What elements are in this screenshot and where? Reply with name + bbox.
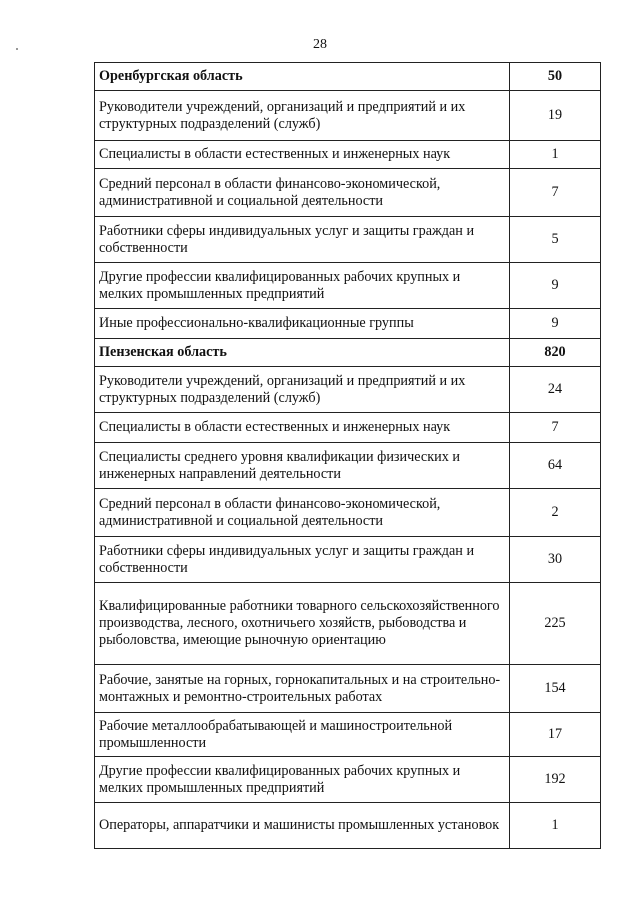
table-row bbox=[95, 537, 601, 583]
occupation-name: Специалисты в области естественных и инженерных наук bbox=[95, 141, 510, 169]
table-row bbox=[95, 169, 601, 217]
table-row bbox=[95, 713, 601, 757]
table-row bbox=[95, 217, 601, 263]
occupation-count: 64 bbox=[510, 443, 601, 489]
occupation-count: 192 bbox=[510, 757, 601, 803]
table-row bbox=[95, 91, 601, 141]
table-row bbox=[95, 309, 601, 339]
table-row bbox=[95, 413, 601, 443]
page-number: 28 bbox=[313, 37, 327, 52]
occupation-count: 17 bbox=[510, 713, 601, 757]
occupation-count: 19 bbox=[510, 91, 601, 141]
table-row bbox=[95, 367, 601, 413]
occupation-name: Руководители учреждений, организаций и предприятий и их структурных подразделений (служб) bbox=[95, 367, 510, 413]
occupation-name: Другие профессии квалифицированных рабочих крупных и мелких промышленных предприятий bbox=[95, 757, 510, 803]
occupation-name: Рабочие, занятые на горных, горнокапитальных и на строительно-монтажных и ремонтно-строительных работах bbox=[95, 665, 510, 713]
table-row bbox=[95, 443, 601, 489]
occupation-name: Работники сферы индивидуальных услуг и защиты граждан и собственности bbox=[95, 217, 510, 263]
occupation-name: Средний персонал в области финансово-экономической, административной и социальной деятельности bbox=[95, 169, 510, 217]
occupation-count: 225 bbox=[510, 583, 601, 665]
occupation-name: Работники сферы индивидуальных услуг и защиты граждан и собственности bbox=[95, 537, 510, 583]
table-row bbox=[95, 141, 601, 169]
occupation-table bbox=[94, 62, 601, 849]
region-total: 50 bbox=[510, 63, 601, 91]
occupation-count: 7 bbox=[510, 169, 601, 217]
occupation-name: Другие профессии квалифицированных рабочих крупных и мелких промышленных предприятий bbox=[95, 263, 510, 309]
occupation-count: 1 bbox=[510, 803, 601, 849]
occupation-count: 1 bbox=[510, 141, 601, 169]
table-row bbox=[95, 757, 601, 803]
table-row bbox=[95, 263, 601, 309]
occupation-name: Руководители учреждений, организаций и предприятий и их структурных подразделений (служб) bbox=[95, 91, 510, 141]
occupation-name: Иные профессионально-квалификационные группы bbox=[95, 309, 510, 339]
region-name: Оренбургская область bbox=[95, 63, 510, 91]
occupation-name: Средний персонал в области финансово-экономической, административной и социальной деятельности bbox=[95, 489, 510, 537]
occupation-count: 9 bbox=[510, 263, 601, 309]
table-row bbox=[95, 489, 601, 537]
occupation-name: Квалифицированные работники товарного сельскохозяйственного производства, лесного, охотничьего хозяйств, рыбоводства и рыболовства, имеющие рыночную ориентацию bbox=[95, 583, 510, 665]
occupation-count: 7 bbox=[510, 413, 601, 443]
occupation-name: Рабочие металлообрабатывающей и машиностроительной промышленности bbox=[95, 713, 510, 757]
occupation-name: Специалисты в области естественных и инженерных наук bbox=[95, 413, 510, 443]
occupation-count: 30 bbox=[510, 537, 601, 583]
region-row bbox=[95, 339, 601, 367]
region-name: Пензенская область bbox=[95, 339, 510, 367]
table-row bbox=[95, 583, 601, 665]
occupation-count: 24 bbox=[510, 367, 601, 413]
occupation-count: 154 bbox=[510, 665, 601, 713]
table-row bbox=[95, 803, 601, 849]
occupation-name: Специалисты среднего уровня квалификации физических и инженерных направлений деятельности bbox=[95, 443, 510, 489]
occupation-count: 2 bbox=[510, 489, 601, 537]
table-row bbox=[95, 665, 601, 713]
occupation-count: 5 bbox=[510, 217, 601, 263]
occupation-count: 9 bbox=[510, 309, 601, 339]
region-total: 820 bbox=[510, 339, 601, 367]
occupation-name: Операторы, аппаратчики и машинисты промышленных установок bbox=[95, 803, 510, 849]
region-row bbox=[95, 63, 601, 91]
